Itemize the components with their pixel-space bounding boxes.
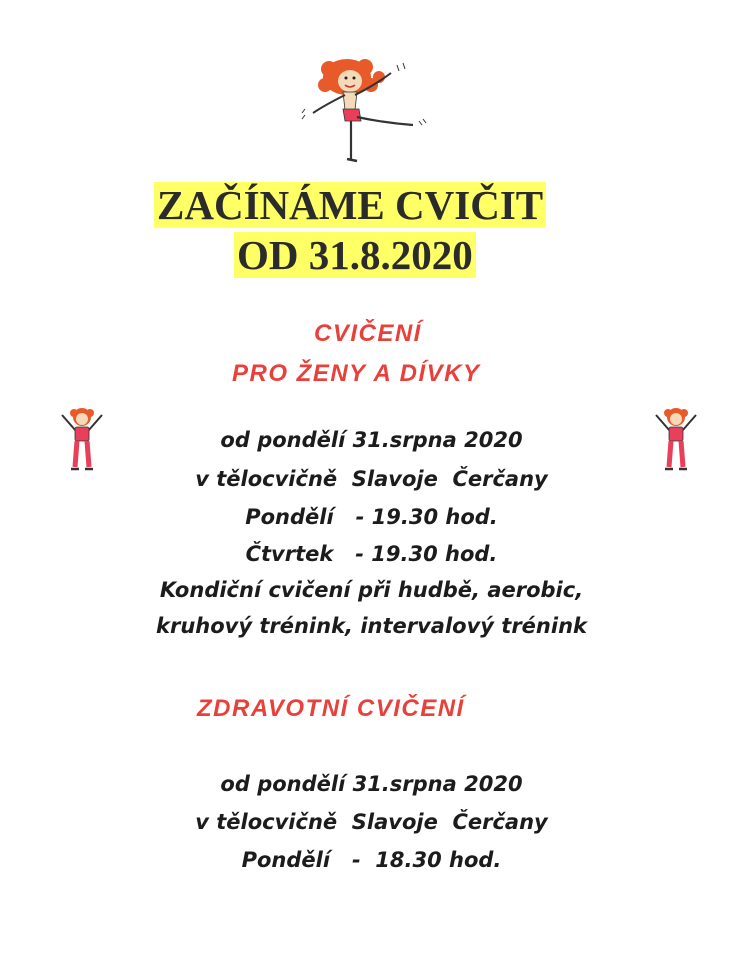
section1-description-2: kruhový trénink, intervalový trénink (156, 614, 587, 638)
title-line-1: ZAČÍNÁME CVIČIT (154, 182, 546, 228)
section1-location: v tělocvičně Slavoje Čerčany (195, 467, 548, 491)
section1-date: od pondělí 31.srpna 2020 (220, 428, 523, 452)
section1-heading-2: PRO ŽENY A DÍVKY (232, 360, 481, 387)
dancing-girl-icon (295, 55, 435, 175)
section1-monday: Pondělí - 19.30 hod. (245, 505, 498, 529)
section1-description-1: Kondiční cvičení při hudbě, aerobic, (159, 578, 584, 602)
section1-heading-1: CVIČENÍ (314, 320, 422, 347)
section1-thursday: Čtvrtek - 19.30 hod. (245, 542, 498, 566)
title-line-2: OD 31.8.2020 (234, 232, 476, 278)
section2-location: v tělocvičně Slavoje Čerčany (195, 810, 548, 834)
section2-date: od pondělí 31.srpna 2020 (220, 772, 523, 796)
section2-heading: ZDRAVOTNÍ CVIČENÍ (197, 695, 465, 722)
section2-monday: Pondělí - 18.30 hod. (241, 848, 502, 872)
